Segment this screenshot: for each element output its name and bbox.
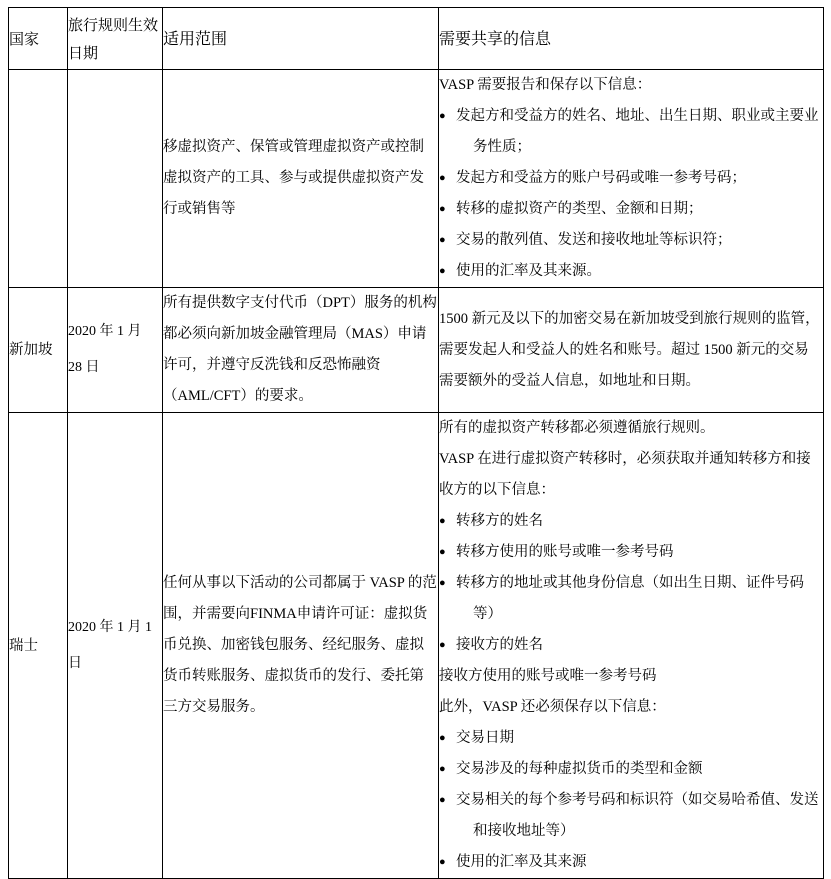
date-line-1: 2020 年 1 月 1 xyxy=(68,619,152,635)
cell-information-switzerland xyxy=(439,413,824,879)
info-paragraph: 1500 新元及以下的加密交易在新加坡受到旅行规则的监管，需要发起人和受益人的姓名和账号。超过 1500 新元的交易需要额外的受益人信息，如地址和日期。 xyxy=(439,310,820,389)
info-line-3: 接收方使用的账号或唯一参考号码 xyxy=(439,668,657,684)
cell-information-singapore xyxy=(439,288,824,413)
list-item-text: 使用的汇率及其来源 xyxy=(456,854,587,870)
list-item xyxy=(439,537,823,568)
list-item xyxy=(439,163,823,194)
bullet-icon: ● xyxy=(439,172,446,184)
list-item xyxy=(439,506,823,537)
date-line-2: 日 xyxy=(68,655,82,671)
bullet-icon: ● xyxy=(439,856,446,868)
table-row xyxy=(9,413,824,879)
cell-scope-switzerland xyxy=(163,413,439,879)
date-line-2: 28 日 xyxy=(68,360,100,375)
travel-rule-regulation-table xyxy=(8,7,824,879)
list-item-text: 接收方的姓名 xyxy=(456,637,543,653)
info-line-4: 此外，VASP 还必须保存以下信息： xyxy=(439,699,666,715)
column-header-information: 需要共享的信息 xyxy=(439,8,824,70)
cell-date-switzerland xyxy=(68,413,163,879)
cell-date-singapore xyxy=(68,288,163,413)
bullet-icon: ● xyxy=(439,546,446,558)
list-item-text: 交易涉及的每种虚拟货币的类型和金额 xyxy=(456,761,703,777)
bullet-icon: ● xyxy=(439,234,446,246)
list-item-text: 交易相关的每个参考号码和标识符（如交易哈希值、发送和接收地址等） xyxy=(456,792,819,839)
bullet-icon: ● xyxy=(439,110,446,122)
column-header-country: 国家 xyxy=(9,8,68,70)
bullet-icon: ● xyxy=(439,639,446,651)
scope-text: 所有提供数字支付代币（DPT）服务的机构都必须向新加坡金融管理局（MAS）申请许可，并遵守反洗钱和反恐怖融资（AML/CFT）的要求。 xyxy=(163,295,437,404)
list-item-text: 转移方的姓名 xyxy=(456,513,543,529)
bullet-icon: ● xyxy=(439,515,446,527)
list-item xyxy=(439,101,823,163)
bullet-icon: ● xyxy=(439,732,446,744)
bullet-icon: ● xyxy=(439,577,446,589)
list-item-text: 发起方和受益方的账户号码或唯一参考号码； xyxy=(456,170,746,186)
bullet-icon: ● xyxy=(439,203,446,215)
cell-country-singapore: 新加坡 xyxy=(9,288,68,413)
table-row xyxy=(9,288,824,413)
scope-text: 任何从事以下活动的公司都属于 VASP 的范围，并需要向FINMA申请许可证：虚拟货币兑换、加密钱包服务、经纪服务、虚拟货币转账服务、虚拟货币的发行、委托第三方交易服务。 xyxy=(163,575,437,715)
list-item-text: 转移的虚拟资产的类型、金额和日期； xyxy=(456,201,703,217)
cell-information-row1 xyxy=(439,70,824,288)
list-item-text: 发起方和受益方的姓名、地址、出生日期、职业或主要业务性质； xyxy=(456,108,819,155)
table-header xyxy=(9,8,824,70)
info-line-1: 所有的虚拟资产转移都必须遵循旅行规则。 xyxy=(439,420,715,436)
list-item xyxy=(439,225,823,256)
list-item-text: 使用的汇率及其来源。 xyxy=(456,263,601,279)
list-item-text: 交易的散列值、发送和接收地址等标识符； xyxy=(456,232,732,248)
info-intro-text: VASP 需要报告和保存以下信息： xyxy=(439,77,652,93)
list-item xyxy=(439,723,823,754)
info-bullet-list-secondary xyxy=(439,723,823,878)
date-line-1-text: 2020 年 1 月 xyxy=(68,324,142,339)
list-item xyxy=(439,256,823,287)
cell-country-row1 xyxy=(9,70,68,288)
scope-text: 移虚拟资产、保管或管理虚拟资产或控制虚拟资产的工具、参与或提供虚拟资产发行或销售等 xyxy=(163,139,424,217)
info-bullet-list xyxy=(439,101,823,287)
list-item xyxy=(439,568,823,630)
info-bullet-list-primary xyxy=(439,506,823,661)
list-item xyxy=(439,785,823,847)
list-item-text: 交易日期 xyxy=(456,730,514,746)
column-header-effective-date: 旅行规则生效日期 xyxy=(68,8,163,70)
cell-date-row1 xyxy=(68,70,163,288)
list-item-text: 转移方的地址或其他身份信息（如出生日期、证件号码等） xyxy=(456,575,804,622)
date-line-1 xyxy=(68,314,162,350)
table-header-row xyxy=(9,8,824,70)
column-header-scope: 适用范围 xyxy=(163,8,439,70)
cell-scope-row1 xyxy=(163,70,439,288)
cell-country-switzerland: 瑞士 xyxy=(9,413,68,879)
table-body xyxy=(9,70,824,879)
list-item xyxy=(439,194,823,225)
list-item xyxy=(439,630,823,661)
list-item xyxy=(439,847,823,878)
bullet-icon: ● xyxy=(439,763,446,775)
list-item xyxy=(439,754,823,785)
cell-scope-singapore xyxy=(163,288,439,413)
list-item-text: 转移方使用的账号或唯一参考号码 xyxy=(456,544,674,560)
bullet-icon: ● xyxy=(439,265,446,277)
table-row xyxy=(9,70,824,288)
info-line-2: VASP 在进行虚拟资产转移时，必须获取并通知转移方和接收方的以下信息： xyxy=(439,451,811,498)
bullet-icon: ● xyxy=(439,794,446,806)
